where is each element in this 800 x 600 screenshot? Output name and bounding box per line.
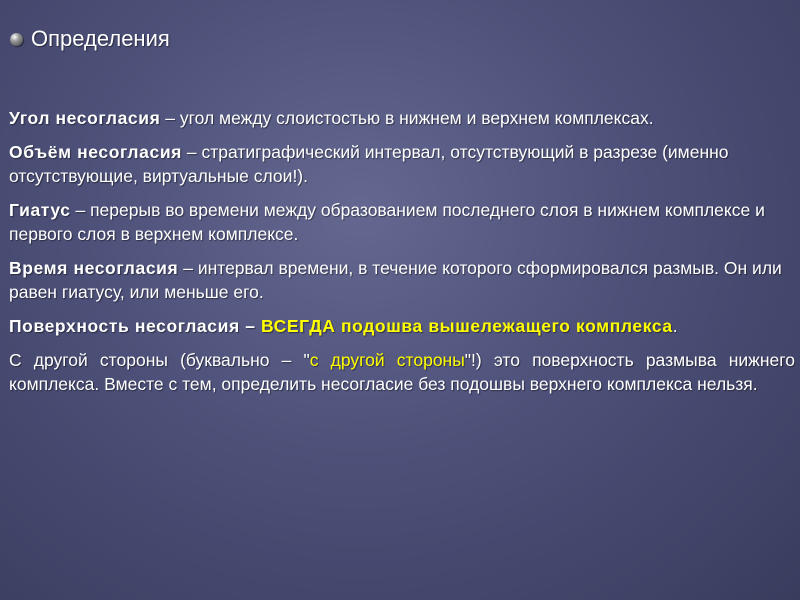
slide-header <box>10 26 170 52</box>
definition-term: Гиатус <box>9 200 71 220</box>
definition-end: . <box>672 316 678 336</box>
note-text: С другой стороны (буквально – " <box>9 350 310 370</box>
bullet-icon <box>10 33 23 46</box>
definition-text: – стратиграфический интервал, отсутствующий в разрезе (именно отсутствующие, виртуальные <box>9 142 729 186</box>
note-paragraph <box>9 348 795 396</box>
definition-text: – перерыв во времени между образованием последнего слоя в нижнем комплексе и первого слоя в верхнем комплексе. <box>9 200 765 244</box>
definition-text-end: !). <box>292 166 308 186</box>
definition-angle <box>9 106 795 130</box>
definition-text: – интервал времени, в течение которого сформировался размыв. Он или равен гиатусу, или меньше его. <box>9 258 782 302</box>
definition-surface <box>9 314 795 338</box>
definition-text: – угол между слоистостью в нижнем и верхнем комплексах. <box>160 108 654 128</box>
definition-hiatus <box>9 198 795 246</box>
definition-term: Время несогласия <box>9 258 179 278</box>
definition-emphasis: слои <box>253 166 293 186</box>
definition-time <box>9 256 795 304</box>
definition-term: Объём несогласия <box>9 142 182 162</box>
note-highlight: с другой стороны <box>309 350 465 370</box>
slide-title: Определения <box>31 26 170 51</box>
definition-highlight: ВСЕГДА подошва вышележащего комплекса <box>261 316 673 336</box>
definition-dash: – <box>239 316 262 336</box>
note-text-end: "!) это поверхность размыва нижнего комплекса. Вместе с тем, определить несогласие без подошвы верхнего комплекса нельзя. <box>9 350 795 394</box>
definitions-list <box>9 106 795 406</box>
definition-volume <box>9 140 795 188</box>
definition-term: Угол несогласия <box>9 108 161 128</box>
definition-term: Поверхность несогласия <box>9 316 240 336</box>
